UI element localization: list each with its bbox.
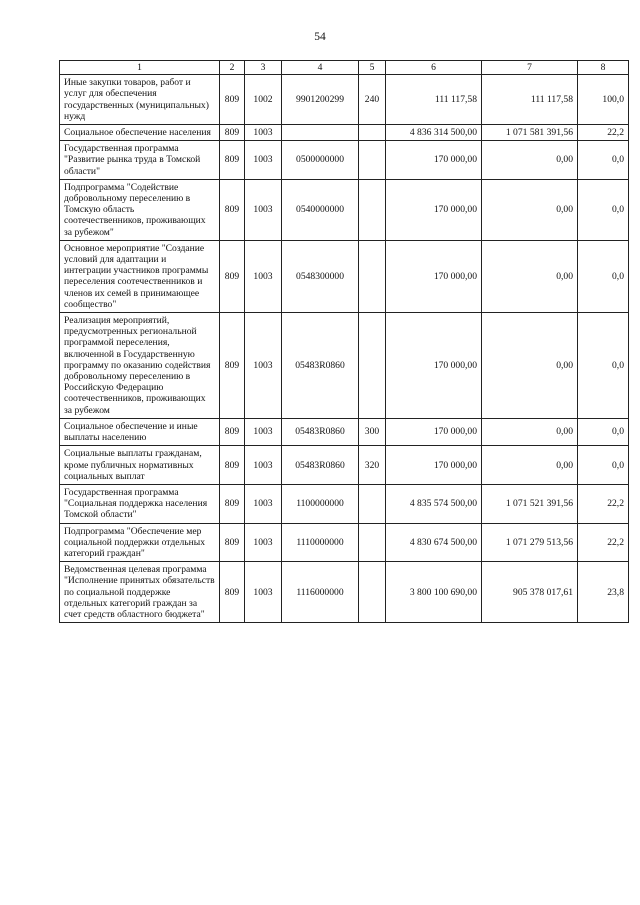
row-planned-amount-cell: 170 000,00	[386, 446, 482, 485]
table-row	[60, 313, 629, 419]
row-expense-type-cell	[359, 125, 386, 141]
row-target-article-cell: 0500000000	[282, 141, 359, 180]
row-planned-amount-cell: 4 836 314 500,00	[386, 125, 482, 141]
row-executed-amount-cell: 111 117,58	[482, 75, 578, 125]
table-row	[60, 141, 629, 180]
row-executed-amount-cell: 0,00	[482, 446, 578, 485]
row-executed-amount-cell: 0,00	[482, 313, 578, 419]
row-executed-amount-cell: 0,00	[482, 418, 578, 445]
row-ministry-code-cell: 809	[220, 523, 245, 562]
table-row	[60, 523, 629, 562]
row-name-cell: Основное мероприятие "Создание условий для адаптации и интеграции участников программы переселения соотечественников и членов их семей в принимающее сообщество"	[60, 240, 220, 312]
row-name-cell: Социальное обеспечение и иные выплаты населению	[60, 418, 220, 445]
budget-table	[59, 60, 629, 623]
row-section-code-cell: 1003	[245, 446, 282, 485]
row-name-cell: Ведомственная целевая программа "Исполнение принятых обязательств по социальной поддержке отдельных категорий граждан за счет средств областного бюджета"	[60, 562, 220, 623]
row-planned-amount-cell: 170 000,00	[386, 141, 482, 180]
header-cell-1: 1	[60, 61, 220, 75]
row-expense-type-cell	[359, 179, 386, 240]
row-planned-amount-cell: 170 000,00	[386, 313, 482, 419]
row-expense-type-cell	[359, 562, 386, 623]
row-section-code-cell: 1003	[245, 125, 282, 141]
header-cell-5: 5	[359, 61, 386, 75]
row-expense-type-cell	[359, 484, 386, 523]
row-planned-amount-cell: 170 000,00	[386, 179, 482, 240]
row-executed-amount-cell: 1 071 521 391,56	[482, 484, 578, 523]
row-name-cell: Подпрограмма "Содействие добровольному переселению в Томскую область соотечественников, проживающих за рубежом"	[60, 179, 220, 240]
table-row	[60, 446, 629, 485]
row-target-article-cell: 0540000000	[282, 179, 359, 240]
row-expense-type-cell: 240	[359, 75, 386, 125]
row-executed-amount-cell: 905 378 017,61	[482, 562, 578, 623]
row-ministry-code-cell: 809	[220, 313, 245, 419]
row-percent-cell: 0,0	[578, 418, 629, 445]
header-cell-4: 4	[282, 61, 359, 75]
row-percent-cell: 0,0	[578, 240, 629, 312]
row-percent-cell: 22,2	[578, 523, 629, 562]
row-section-code-cell: 1003	[245, 141, 282, 180]
table-row	[60, 418, 629, 445]
row-expense-type-cell: 300	[359, 418, 386, 445]
row-section-code-cell: 1002	[245, 75, 282, 125]
table-row	[60, 75, 629, 125]
row-section-code-cell: 1003	[245, 313, 282, 419]
row-ministry-code-cell: 809	[220, 141, 245, 180]
row-section-code-cell: 1003	[245, 523, 282, 562]
row-planned-amount-cell: 170 000,00	[386, 418, 482, 445]
row-percent-cell: 0,0	[578, 446, 629, 485]
row-target-article-cell: 1110000000	[282, 523, 359, 562]
row-target-article-cell	[282, 125, 359, 141]
row-ministry-code-cell: 809	[220, 446, 245, 485]
row-percent-cell: 0,0	[578, 141, 629, 180]
row-expense-type-cell	[359, 313, 386, 419]
row-expense-type-cell	[359, 523, 386, 562]
row-planned-amount-cell: 111 117,58	[386, 75, 482, 125]
row-expense-type-cell: 320	[359, 446, 386, 485]
row-ministry-code-cell: 809	[220, 484, 245, 523]
row-ministry-code-cell: 809	[220, 125, 245, 141]
page-number: 54	[314, 31, 326, 43]
row-section-code-cell: 1003	[245, 240, 282, 312]
row-section-code-cell: 1003	[245, 562, 282, 623]
table-row	[60, 484, 629, 523]
header-cell-2: 2	[220, 61, 245, 75]
row-name-cell: Социальные выплаты гражданам, кроме публичных нормативных социальных выплат	[60, 446, 220, 485]
row-name-cell: Иные закупки товаров, работ и услуг для обеспечения государственных (муниципальных) нужд	[60, 75, 220, 125]
row-section-code-cell: 1003	[245, 418, 282, 445]
row-target-article-cell: 0548300000	[282, 240, 359, 312]
row-target-article-cell: 05483R0860	[282, 418, 359, 445]
row-name-cell: Реализация мероприятий, предусмотренных региональной программой переселения, включенной в Государственную программу по оказанию содействия добровольному переселению в Российскую Федерацию соотечественников, проживающих за рубежом	[60, 313, 220, 419]
row-percent-cell: 0,0	[578, 313, 629, 419]
row-ministry-code-cell: 809	[220, 75, 245, 125]
row-percent-cell: 0,0	[578, 179, 629, 240]
table-row	[60, 179, 629, 240]
row-name-cell: Государственная программа "Развитие рынка труда в Томской области"	[60, 141, 220, 180]
table-row	[60, 125, 629, 141]
row-executed-amount-cell: 1 071 279 513,56	[482, 523, 578, 562]
row-expense-type-cell	[359, 240, 386, 312]
row-target-article-cell: 05483R0860	[282, 446, 359, 485]
row-section-code-cell: 1003	[245, 484, 282, 523]
row-percent-cell: 100,0	[578, 75, 629, 125]
table-row	[60, 240, 629, 312]
row-target-article-cell: 9901200299	[282, 75, 359, 125]
row-target-article-cell: 1116000000	[282, 562, 359, 623]
header-cell-3: 3	[245, 61, 282, 75]
table-row	[60, 562, 629, 623]
row-planned-amount-cell: 170 000,00	[386, 240, 482, 312]
row-percent-cell: 22,2	[578, 125, 629, 141]
row-expense-type-cell	[359, 141, 386, 180]
table-body	[60, 75, 629, 623]
row-ministry-code-cell: 809	[220, 562, 245, 623]
row-percent-cell: 23,8	[578, 562, 629, 623]
header-cell-8: 8	[578, 61, 629, 75]
row-planned-amount-cell: 3 800 100 690,00	[386, 562, 482, 623]
row-ministry-code-cell: 809	[220, 418, 245, 445]
row-name-cell: Социальное обеспечение населения	[60, 125, 220, 141]
header-row	[60, 61, 629, 75]
header-cell-7: 7	[482, 61, 578, 75]
row-target-article-cell: 05483R0860	[282, 313, 359, 419]
row-ministry-code-cell: 809	[220, 240, 245, 312]
row-ministry-code-cell: 809	[220, 179, 245, 240]
row-planned-amount-cell: 4 830 674 500,00	[386, 523, 482, 562]
row-executed-amount-cell: 0,00	[482, 179, 578, 240]
row-name-cell: Государственная программа "Социальная поддержка населения Томской области"	[60, 484, 220, 523]
row-executed-amount-cell: 1 071 581 391,56	[482, 125, 578, 141]
row-target-article-cell: 1100000000	[282, 484, 359, 523]
row-executed-amount-cell: 0,00	[482, 141, 578, 180]
row-section-code-cell: 1003	[245, 179, 282, 240]
row-name-cell: Подпрограмма "Обеспечение мер социальной поддержки отдельных категорий граждан"	[60, 523, 220, 562]
row-planned-amount-cell: 4 835 574 500,00	[386, 484, 482, 523]
row-percent-cell: 22,2	[578, 484, 629, 523]
row-executed-amount-cell: 0,00	[482, 240, 578, 312]
header-cell-6: 6	[386, 61, 482, 75]
